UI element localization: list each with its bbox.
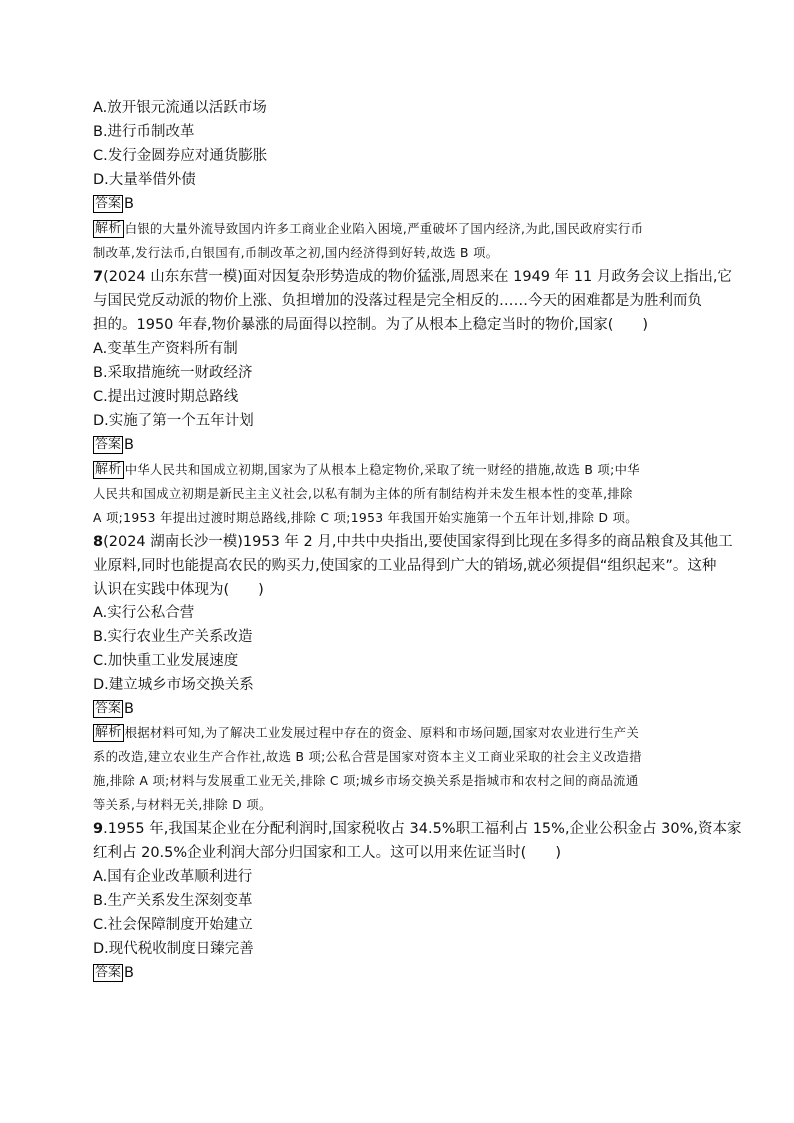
q7-answer	[93, 435, 713, 455]
q6-answer	[93, 194, 713, 214]
analysis-tag: 解析	[95, 462, 122, 477]
q7-analysis-line: 人民共和国成立初期是新民主主义社会,以私有制为主体的所有制结构并未发生根本性的变革,排除	[93, 487, 633, 501]
q7-stem-line: 与国民党反动派的物价上涨、负担增加的没落过程是完全相反的……今天的困难都是为胜利而负	[93, 293, 702, 309]
q9-answer-value: B	[124, 965, 134, 981]
q7-option-c: C.提出过渡时期总路线	[93, 389, 239, 405]
q8-option-b: B.实行农业生产关系改造	[93, 629, 253, 645]
q7-analysis-line: 解析 中华人民共和国成立初期,国家为了从根本上稳定物价,采取了统一财经的措施,故选 B 项;中华	[95, 462, 640, 477]
q8-answer-value: B	[124, 701, 134, 717]
q9-answer	[93, 963, 713, 983]
q6-analysis-line: 制改革,发行法币,白银国有,币制改革之初,国内经济得到好转,故选 B 项。	[93, 246, 499, 260]
q8-analysis-line: 系的改造,建立农业生产合作社,故选 B 项;公私合营是国家对资本主义工商业采取的社会主义改造措	[93, 750, 642, 764]
q7-stem-line: 7(2024 山东东营一模)面对因复杂形势造成的物价猛涨,周恩来在 1949 年 11 月政务会议上指出,它	[93, 269, 732, 285]
q6-option-c: C.发行金圆券应对通货膨胀	[93, 148, 268, 164]
q6-option-b: B.进行币制改革	[93, 124, 195, 140]
q9-option-d: D.现代税收制度日臻完善	[93, 941, 254, 957]
q7-option-b: B.采取措施统一财政经济	[93, 365, 253, 381]
q9-stem-line: 9.1955 年,我国某企业在分配利润时,国家税收占 34.5%职工福利占 15%,企业公积金占 30%,资本家	[93, 821, 742, 837]
q9-option-a: A.国有企业改革顺利进行	[93, 869, 253, 885]
analysis-tag: 解析	[95, 725, 122, 740]
q8-analysis-line: 等关系,与材料无关,排除 D 项。	[93, 798, 272, 812]
answer-tag: 答案	[95, 437, 122, 452]
q8-option-a: A.实行公私合营	[93, 605, 195, 621]
q8-answer	[93, 699, 713, 719]
q9-option-c: C.社会保障制度开始建立	[93, 917, 253, 933]
answer-tag: 答案	[95, 701, 122, 716]
q9-option-b: B.生产关系发生深刻变革	[93, 893, 253, 909]
q6-analysis-line: 解析 白银的大量外流导致国内许多工商业企业陷入困境,严重破坏了国内经济,为此,国民政府实行币	[95, 221, 644, 236]
q8-number: 8	[93, 534, 104, 550]
q6-option-a: A.放开银元流通以活跃市场	[93, 100, 267, 116]
q8-stem-line: 8(2024 湖南长沙一模)1953 年 2 月,中共中央指出,要使国家得到比现在多得多的商品粮食及其他工	[93, 534, 733, 550]
q9-number: 9	[93, 821, 104, 837]
q7-stem-line: 担的。1950 年春,物价暴涨的局面得以控制。为了从根本上稳定当时的物价,国家( )	[93, 317, 649, 333]
q7-number: 7	[93, 269, 104, 285]
answer-tag: 答案	[95, 965, 122, 980]
q9-stem-line: 红利占 20.5%企业利润大部分归国家和工人。这可以用来佐证当时( )	[93, 845, 561, 861]
answer-tag: 答案	[95, 196, 122, 211]
q8-option-d: D.建立城乡市场交换关系	[93, 677, 254, 693]
q6-answer-value: B	[124, 196, 134, 212]
analysis-tag: 解析	[95, 221, 122, 236]
q7-option-a: A.变革生产资料所有制	[93, 341, 238, 357]
q7-answer-value: B	[124, 437, 134, 453]
q8-analysis-line: 解析 根据材料可知,为了解决工业发展过程中存在的资金、原料和市场问题,国家对农业进行生产关	[95, 725, 640, 740]
q8-analysis-line: 施,排除 A 项;材料与发展重工业无关,排除 C 项;城乡市场交换关系是指城市和农村之间的商品流通	[93, 774, 639, 788]
q8-option-c: C.加快重工业发展速度	[93, 653, 239, 669]
q8-stem-line: 业原料,同时也能提高农民的购买力,使国家的工业品得到广大的销场,就必须提倡“组织起来”。这种	[93, 558, 717, 574]
q7-option-d: D.实施了第一个五年计划	[93, 413, 254, 429]
q6-option-d: D.大量举借外债	[93, 172, 196, 188]
q7-analysis-line: A 项;1953 年提出过渡时期总路线,排除 C 项;1953 年我国开始实施第一个五年计划,排除 D 项。	[93, 511, 638, 525]
q8-stem-line: 认识在实践中体现为( )	[93, 582, 264, 598]
